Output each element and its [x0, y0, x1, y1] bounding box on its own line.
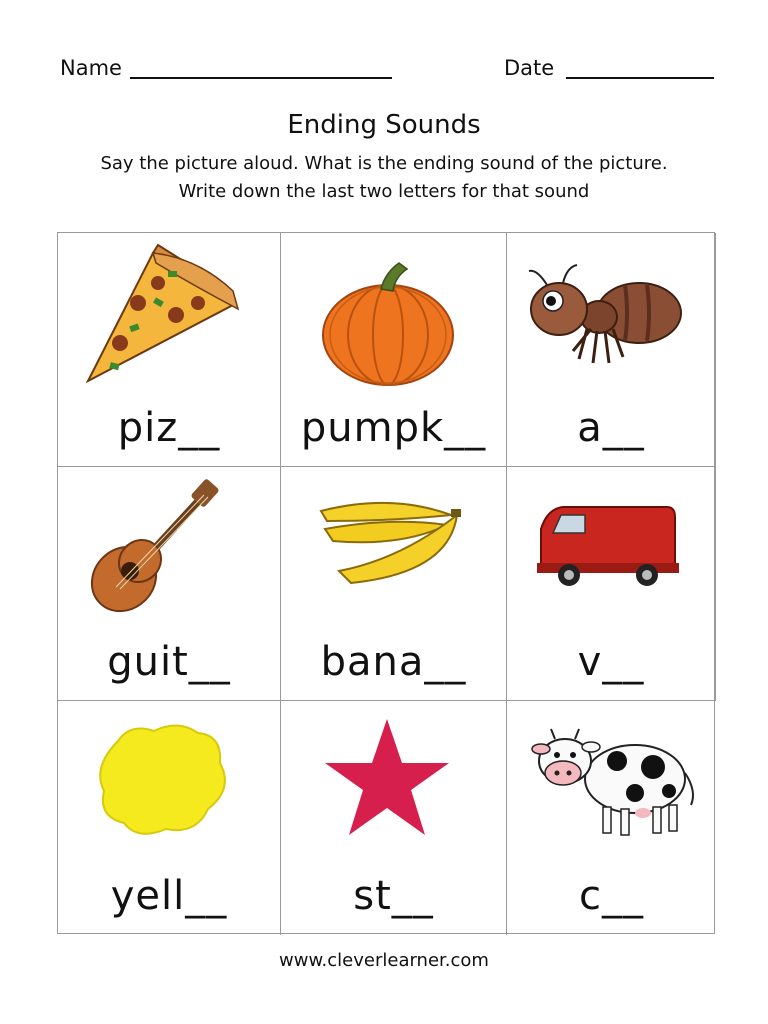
word-star: st__: [353, 873, 434, 919]
cell-guitar: [58, 467, 281, 701]
word-van: v__: [577, 639, 645, 685]
name-field[interactable]: [130, 77, 392, 79]
name-label: Name: [60, 56, 122, 80]
cell-pumpkin: [281, 233, 507, 467]
cell-yellow: [58, 701, 281, 935]
cell-cow: [507, 701, 716, 935]
cell-van: [507, 467, 716, 701]
cell-star: [281, 701, 507, 935]
cell-pizza: [58, 233, 281, 467]
word-banana: bana__: [320, 639, 467, 685]
word-pumpkin: pumpk__: [300, 405, 487, 451]
date-label: Date: [504, 56, 555, 80]
date-field[interactable]: [566, 77, 714, 79]
word-cow: c__: [579, 873, 644, 919]
word-pizza: piz__: [117, 405, 221, 451]
word-yellow: yell__: [110, 873, 228, 919]
word-guitar: guit__: [107, 639, 231, 685]
instruction-line-1: Say the picture aloud. What is the ending sound of the picture.: [100, 153, 668, 174]
cell-banana: [281, 467, 507, 701]
footer-url[interactable]: www.cleverlearner.com: [279, 950, 489, 971]
page-title: Ending Sounds: [287, 110, 481, 140]
cell-ant: [507, 233, 716, 467]
instruction-line-2: Write down the last two letters for that sound: [178, 181, 590, 202]
word-ant: a__: [577, 405, 645, 451]
name-date-row: [60, 52, 720, 86]
picture-grid: [57, 232, 715, 934]
